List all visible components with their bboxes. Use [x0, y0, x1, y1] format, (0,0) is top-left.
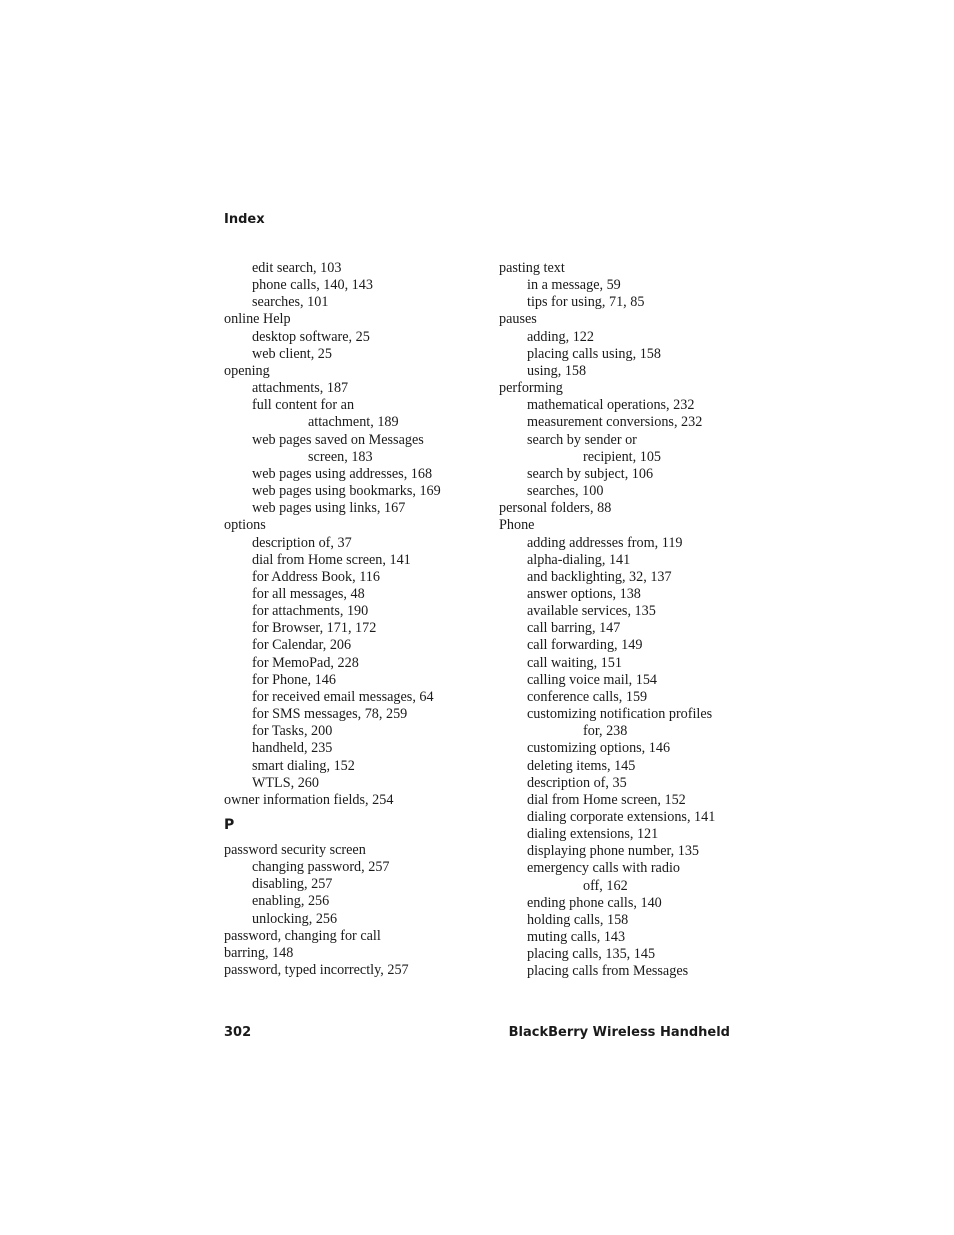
index-entry: Phone [499, 517, 535, 534]
index-entry: opening [224, 362, 270, 379]
index-subentry: dial from Home screen, 141 [252, 551, 411, 568]
index-entry: password, typed incorrectly, 257 [224, 962, 409, 979]
index-entries-o [224, 260, 484, 809]
index-subentry: placing calls using, 158 [527, 345, 661, 362]
index-subentry: desktop software, 25 [252, 328, 370, 345]
index-entry: options [224, 517, 266, 534]
index-subentry: for, 238 [583, 723, 628, 740]
index-subentry: for all messages, 48 [252, 585, 365, 602]
index-subentry: search by subject, 106 [527, 465, 654, 482]
index-subentry: search by sender or [527, 431, 637, 448]
index-subentry: changing password, 257 [252, 859, 390, 876]
index-subentry: attachment, 189 [308, 414, 399, 431]
index-entry: pauses [499, 311, 537, 328]
index-subentry: using, 158 [527, 362, 587, 379]
index-subentry: web pages using addresses, 168 [252, 465, 433, 482]
book-title: BlackBerry Wireless Handheld [508, 1025, 730, 1040]
index-subentry: ending phone calls, 140 [527, 894, 662, 911]
index-subentry: call waiting, 151 [527, 654, 622, 671]
index-subentry: alpha-dialing, 141 [527, 551, 631, 568]
index-subentry: disabling, 257 [252, 876, 333, 893]
index-subentry: muting calls, 143 [527, 929, 626, 946]
index-subentry: dialing corporate extensions, 141 [527, 809, 716, 825]
index-entry: performing [499, 380, 563, 397]
index-subentry: off, 162 [583, 877, 628, 894]
index-subentry: deleting items, 145 [527, 757, 636, 774]
page-number: 302 [224, 1025, 252, 1040]
index-subentry: emergency calls with radio [527, 860, 680, 877]
index-entries-p [224, 842, 484, 979]
index-entry: pasting text [499, 260, 565, 276]
index-subentry: full content for an [252, 397, 355, 414]
index-subentry: customizing notification profiles [527, 706, 713, 723]
index-entry: barring, 148 [224, 944, 294, 961]
index-subentry: for Phone, 146 [252, 671, 336, 688]
index-subentry: measurement conversions, 232 [527, 414, 703, 431]
index-subentry: recipient, 105 [583, 448, 662, 465]
index-subentry: unlocking, 256 [252, 910, 338, 927]
index-subentry: for received email messages, 64 [252, 688, 434, 705]
index-subentry: for Tasks, 200 [252, 723, 333, 740]
index-subentry: displaying phone number, 135 [527, 843, 700, 860]
index-entry: personal folders, 88 [499, 500, 612, 517]
index-subentry: adding, 122 [527, 328, 594, 345]
index-entry: owner information fields, 254 [224, 791, 394, 808]
index-subentry: placing calls, 135, 145 [527, 946, 656, 963]
index-subentry: for SMS messages, 78, 259 [252, 706, 408, 723]
index-subentry: in a message, 59 [527, 277, 621, 294]
index-subentry: for Address Book, 116 [252, 568, 380, 585]
index-subentry: dial from Home screen, 152 [527, 791, 686, 808]
index-subentry: phone calls, 140, 143 [252, 277, 373, 294]
index-subentry: and backlighting, 32, 137 [527, 568, 672, 585]
index-subentry: adding addresses from, 119 [527, 534, 683, 551]
index-subentry: handheld, 235 [252, 740, 333, 757]
index-entries-p-continued [499, 260, 749, 981]
index-subentry: web pages using bookmarks, 169 [252, 483, 441, 500]
index-subentry: conference calls, 159 [527, 688, 648, 705]
index-subentry: answer options, 138 [527, 585, 641, 602]
index-subentry: holding calls, 158 [527, 911, 629, 928]
index-subentry: searches, 101 [252, 294, 329, 311]
index-subentry: web pages using links, 167 [252, 500, 406, 517]
index-subentry: dialing extensions, 121 [527, 826, 659, 843]
index-subentry: screen, 183 [308, 448, 373, 465]
index-subentry: for Calendar, 206 [252, 637, 352, 654]
index-subentry: call forwarding, 149 [527, 637, 643, 654]
index-subentry: placing calls from Messages [527, 963, 689, 980]
index-subentry: customizing options, 146 [527, 740, 671, 757]
index-column-left [224, 260, 484, 979]
index-subentry: description of, 35 [527, 774, 627, 791]
index-column-right [499, 260, 749, 981]
index-entry: password security screen [224, 842, 366, 858]
index-subentry: tips for using, 71, 85 [527, 294, 645, 311]
index-subentry: call barring, 147 [527, 620, 621, 637]
running-header: Index [224, 212, 265, 227]
index-subentry: for attachments, 190 [252, 603, 369, 620]
index-subentry: available services, 135 [527, 603, 656, 620]
section-letter-heading: P [224, 817, 235, 833]
index-subentry: smart dialing, 152 [252, 757, 355, 774]
index-subentry: web pages saved on Messages [252, 431, 424, 448]
index-subentry: searches, 100 [527, 483, 604, 500]
index-entry: password, changing for call [224, 927, 381, 944]
index-subentry: web client, 25 [252, 345, 332, 362]
index-subentry: description of, 37 [252, 534, 352, 551]
index-subentry: WTLS, 260 [252, 774, 319, 791]
index-subentry: for MemoPad, 228 [252, 654, 359, 671]
index-subentry: attachments, 187 [252, 380, 349, 397]
index-subentry: mathematical operations, 232 [527, 397, 695, 414]
index-subentry: for Browser, 171, 172 [252, 620, 377, 637]
index-subentry: calling voice mail, 154 [527, 671, 658, 688]
index-subentry: enabling, 256 [252, 893, 330, 910]
index-subentry: edit search, 103 [252, 260, 342, 276]
index-entry: online Help [224, 311, 291, 328]
